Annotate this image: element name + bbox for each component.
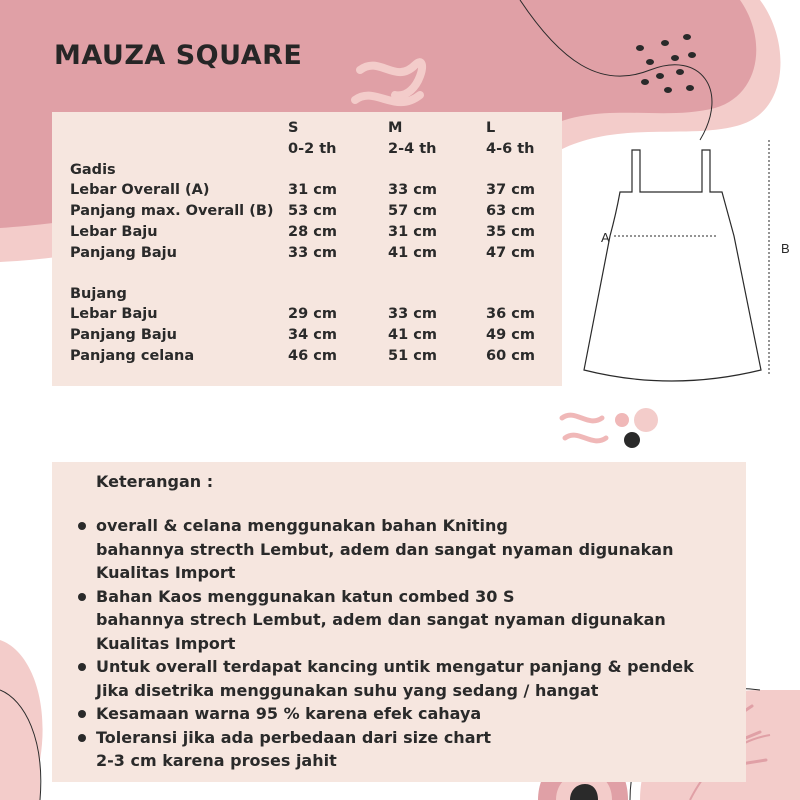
table-row: [70, 201, 556, 222]
note-line: Toleransi jika ada perbedaan dari size chart: [96, 727, 492, 747]
list-item: [78, 726, 694, 773]
bullet-icon: [78, 663, 86, 671]
bullet-icon: [78, 522, 86, 530]
table-row: [70, 243, 556, 264]
bullet-icon: [78, 593, 86, 601]
table-row: [70, 222, 556, 243]
label-b: B: [781, 241, 790, 256]
size-code: S: [288, 120, 299, 136]
size-age: 4-6 th: [486, 140, 535, 157]
size-age: 0-2 th: [288, 140, 337, 157]
cell-value: 63 cm: [486, 203, 535, 220]
size-chart-panel: [52, 112, 562, 386]
cell-value: 31 cm: [388, 223, 437, 240]
note-line: Untuk overall terdapat kancing untik mengatur panjang & pendek: [96, 657, 694, 676]
group-name: Gadis: [70, 161, 116, 178]
cell-value: 28 cm: [288, 223, 337, 240]
list-item: [78, 514, 694, 585]
cell-value: 29 cm: [288, 306, 337, 323]
cell-value: 33 cm: [388, 306, 437, 323]
cell-value: 46 cm: [288, 347, 337, 364]
size-code: L: [486, 120, 496, 136]
cell-value: 36 cm: [486, 306, 535, 323]
cell-value: 34 cm: [288, 327, 337, 344]
note-line: 2-3 cm karena proses jahit: [96, 751, 337, 770]
size-age-row: [70, 139, 556, 160]
cell-value: 33 cm: [388, 182, 437, 199]
cell-value: 41 cm: [388, 327, 437, 344]
list-item: [78, 702, 694, 726]
cell-value: 60 cm: [486, 347, 535, 364]
size-chart-table: [70, 118, 556, 367]
notes-heading: Keterangan :: [96, 472, 214, 491]
cell-value: 51 cm: [388, 347, 437, 364]
cell-value: 31 cm: [288, 182, 337, 199]
group-name: Bujang: [70, 285, 127, 302]
note-line: Kualitas Import: [96, 563, 236, 582]
group-header-bujang: [70, 284, 556, 305]
size-code-row: [70, 118, 556, 139]
group-spacer: [70, 264, 556, 284]
row-label: Panjang celana: [70, 347, 195, 364]
bottom-left-decor: [0, 640, 43, 800]
cell-value: 33 cm: [288, 244, 337, 261]
cell-value: 35 cm: [486, 223, 535, 240]
list-item: [78, 585, 694, 656]
cell-value: 47 cm: [486, 244, 535, 261]
note-line: Jika disetrika menggunakan suhu yang sedang / hangat: [96, 680, 599, 700]
note-line: Kualitas Import: [96, 633, 236, 653]
row-label: Lebar Overall (A): [70, 182, 210, 199]
middle-ornament: [562, 408, 658, 448]
dress-outline: [584, 150, 761, 381]
row-label: Panjang Baju: [70, 327, 177, 344]
row-label: Lebar Baju: [70, 306, 158, 323]
cell-value: 41 cm: [388, 244, 437, 261]
row-label: Panjang max. Overall (B): [70, 203, 274, 220]
label-a: A: [601, 230, 610, 245]
note-line: Bahan Kaos menggunakan katun combed 30 S: [96, 586, 515, 606]
cell-value: 37 cm: [486, 182, 535, 199]
size-code: M: [388, 120, 403, 136]
group-header-gadis: [70, 160, 556, 181]
row-label: Panjang Baju: [70, 244, 177, 261]
note-line: overall & celana menggunakan bahan Kniting: [96, 516, 508, 535]
overall-diagram: [576, 130, 796, 390]
row-label: Lebar Baju: [70, 223, 158, 240]
table-row: [70, 325, 556, 346]
note-line: Kesamaan warna 95 % karena efek cahaya: [96, 704, 482, 723]
notes-list: [78, 514, 694, 773]
cell-value: 57 cm: [388, 203, 437, 220]
table-row: [70, 304, 556, 325]
table-row: [70, 180, 556, 201]
cell-value: 49 cm: [486, 327, 535, 344]
page-title: MAUZA SQUARE: [54, 40, 303, 71]
notes-panel: [52, 462, 746, 782]
note-line: bahannya strech Lembut, adem dan sangat nyaman digunakan: [96, 610, 666, 629]
size-age: 2-4 th: [388, 140, 437, 157]
table-row: [70, 346, 556, 367]
bullet-icon: [78, 710, 86, 718]
list-item: [78, 655, 694, 702]
note-line: bahannya strecth Lembut, adem dan sangat nyaman digunakan: [96, 539, 674, 559]
bullet-icon: [78, 734, 86, 742]
cell-value: 53 cm: [288, 203, 337, 220]
